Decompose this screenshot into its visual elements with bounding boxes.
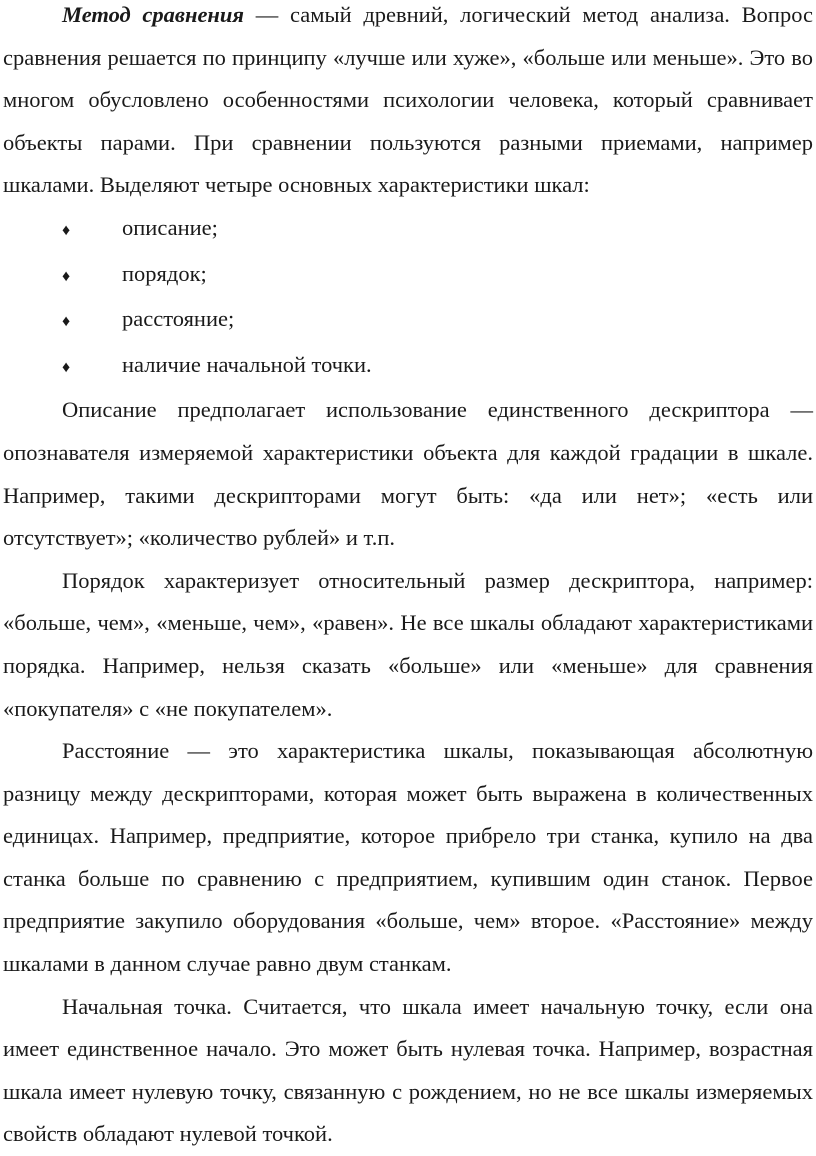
intro-paragraph: [3, 0, 813, 207]
diamond-icon: ♦: [62, 221, 71, 239]
list-item: [3, 253, 813, 299]
diamond-icon: ♦: [62, 358, 71, 376]
scale-characteristics-list: [3, 207, 813, 389]
origin-point-paragraph: Начальная точка. Считается, что шкала имеет начальную точку, если она имеет единственное начало. Это может быть нулевая точка. Например, возрастная шкала имеет нулевую точку, связанную с рождением, но не все шкалы измеряемых свойств обладают нулевой точкой.: [3, 993, 813, 1147]
diamond-icon: ♦: [62, 267, 71, 285]
list-item-text: наличие начальной точки.: [122, 351, 372, 377]
order-paragraph: Порядок характеризует относительный размер дескриптора, например: «больше, чем», «меньше, чем», «равен». Не все шкалы обладают характеристиками порядка. Например, нельзя сказать «больше» или «меньше» для сравнения «покупателя» с «не покупателем».: [3, 567, 813, 721]
list-item-text: порядок;: [122, 260, 207, 286]
intro-term: Метод сравнения: [62, 2, 245, 27]
distance-paragraph: Расстояние — это характеристика шкалы, показывающая абсолютную разницу между дескрипторами, которая может быть выражена в количественных единицах. Например, предприятие, которое прибрело три станка, купило на два станка больше по сравнению с предприятием, купившим один станок. Первое предприятие закупило оборудования «больше, чем» второе. «Расстояние» между шкалами в данном случае равно двум станкам.: [3, 738, 813, 977]
intro-text: — самый древний, логический метод анализа. Вопрос сравнения решается по принципу «лучше или хуже», «больше или меньше». Это во многом обусловлено особенностями психологии человека, который сравнивает объекты парами. При сравнении пользуются разными приемами, например шкалами. Выделяют четыре основных характеристики шкал:: [3, 2, 813, 198]
diamond-icon: ♦: [62, 313, 71, 331]
list-item-text: описание;: [122, 214, 218, 240]
list-item: [3, 207, 813, 253]
list-item: [3, 344, 813, 390]
list-item-text: расстояние;: [122, 306, 235, 332]
description-paragraph: Описание предполагает использование единственного дескриптора — опознавателя измеряемой характеристики объекта для каждой градации в шкале. Например, такими дескрипторами могут быть: «да или нет»; «есть или отсутствует»; «количество рублей» и т.п.: [3, 397, 813, 551]
list-item: [3, 298, 813, 344]
